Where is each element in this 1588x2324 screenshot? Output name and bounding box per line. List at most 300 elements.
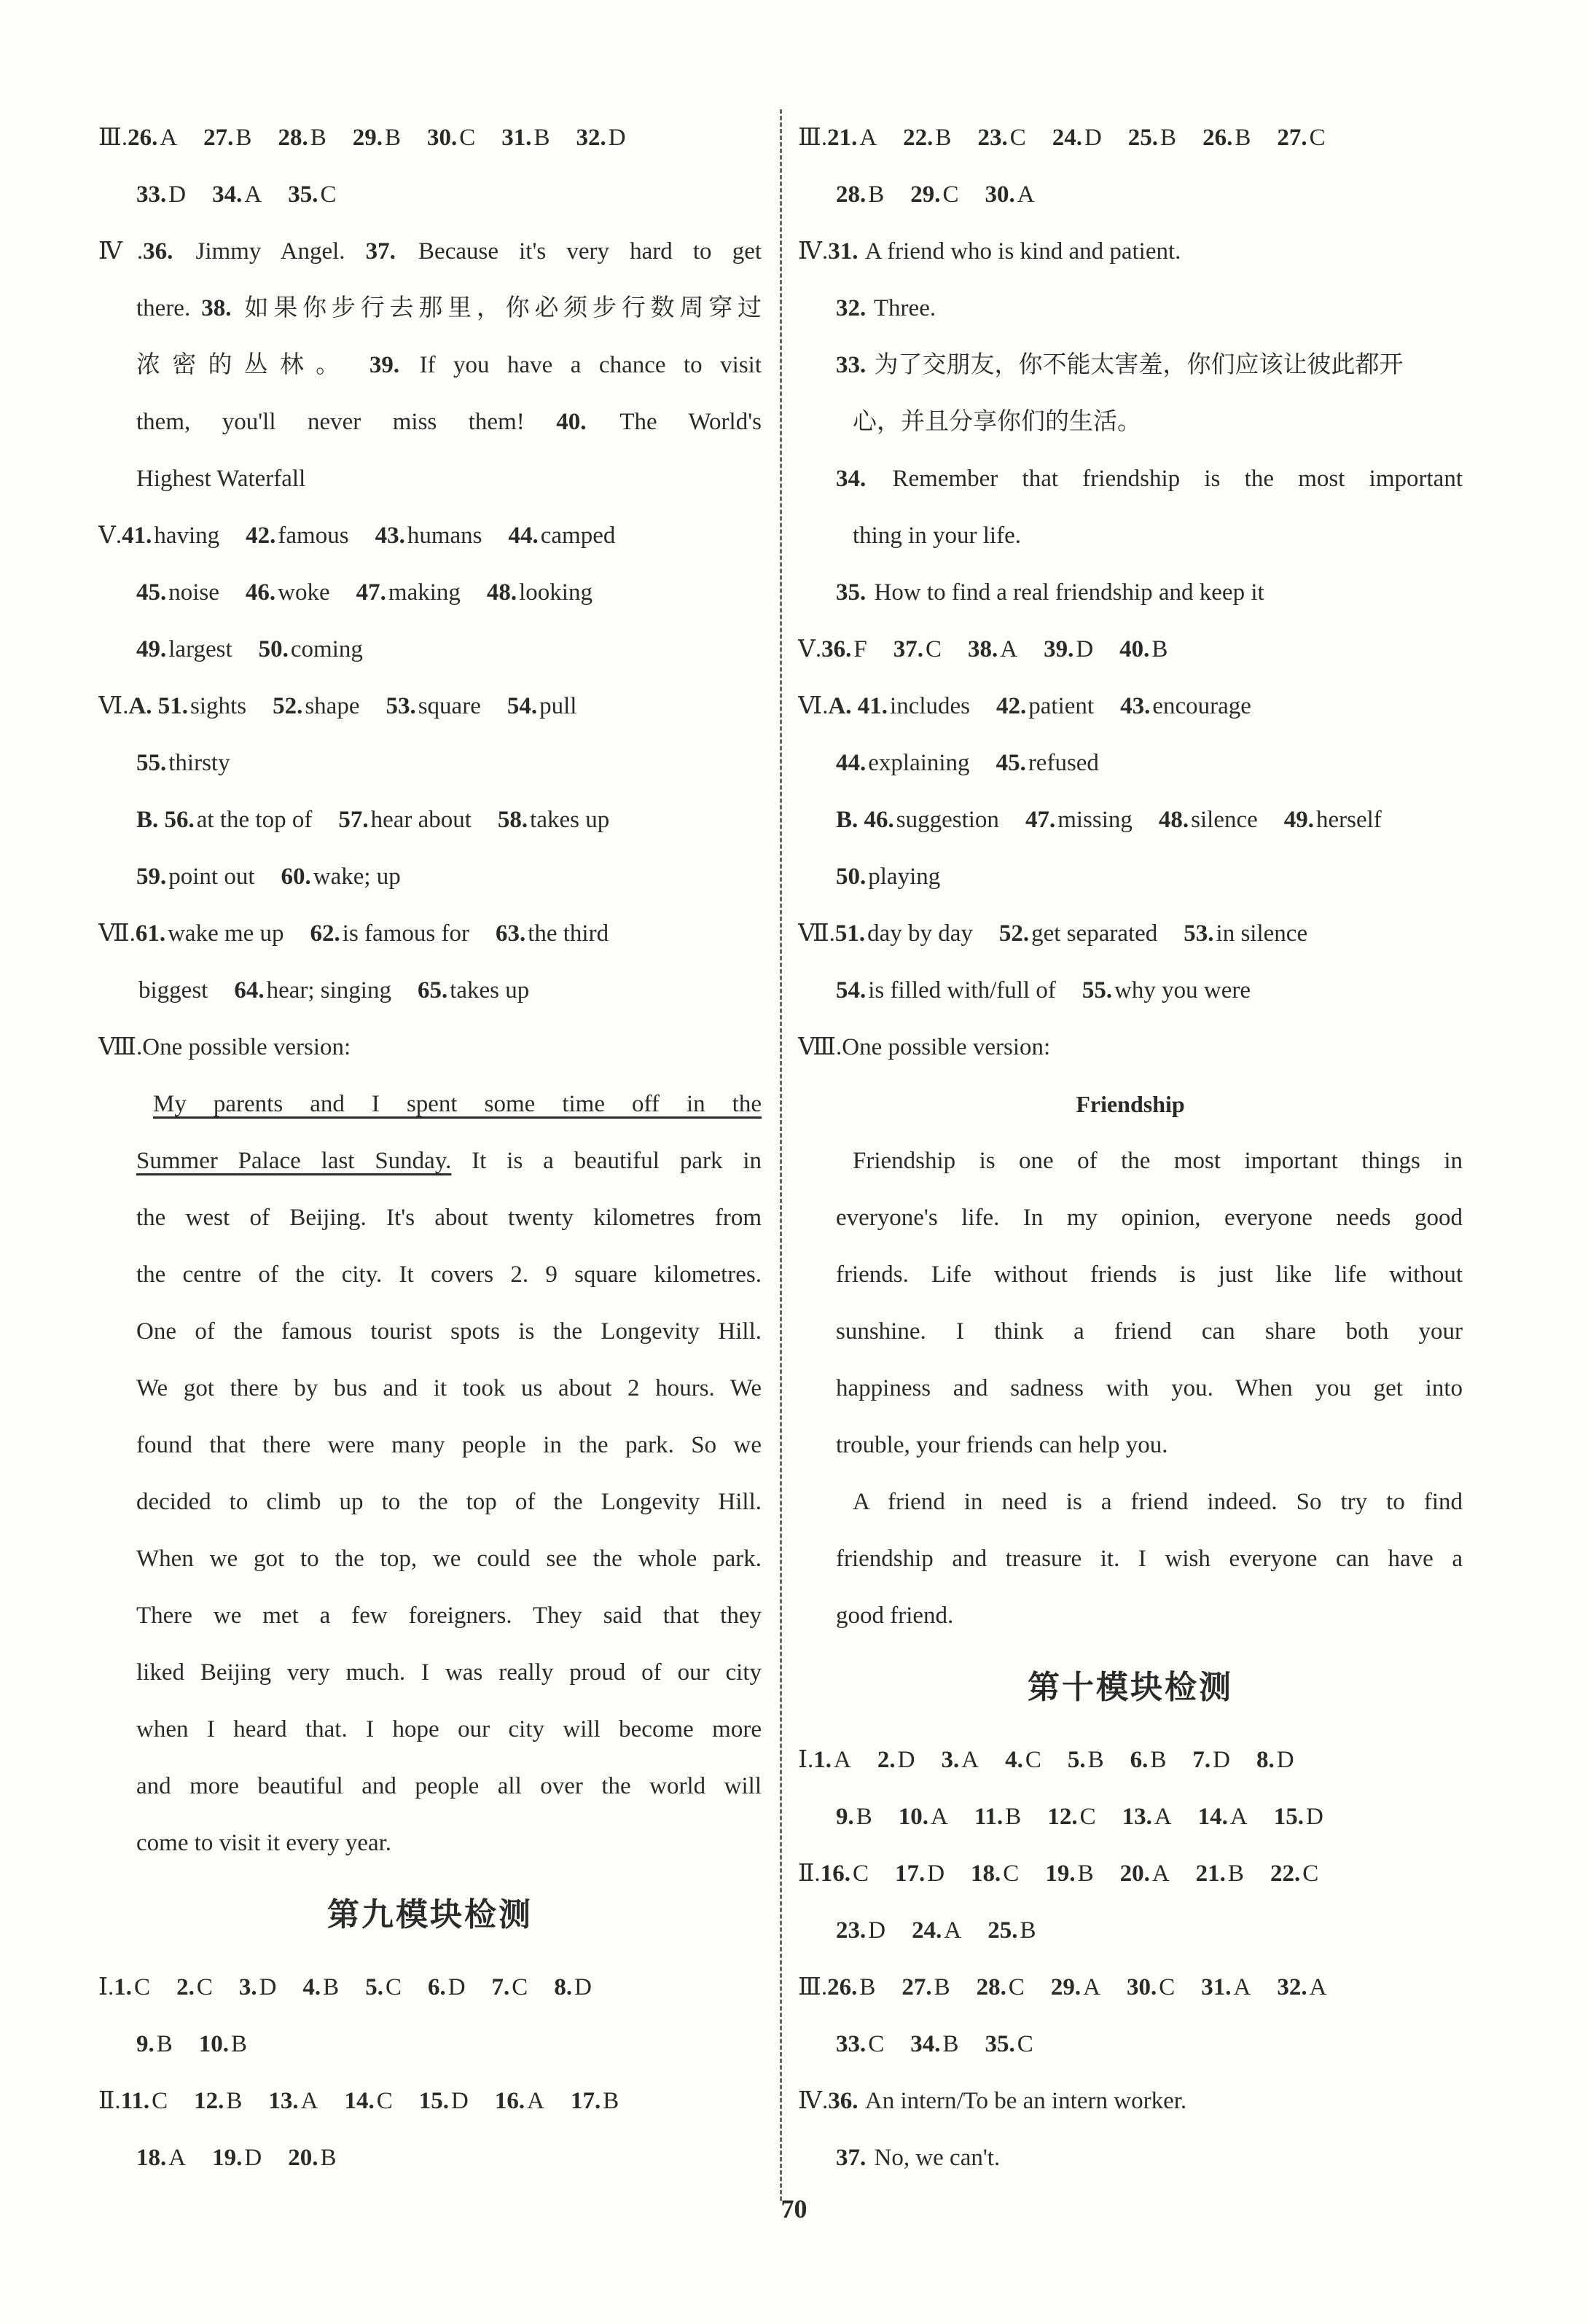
answer-line — [98, 394, 762, 450]
answer-line — [98, 791, 762, 848]
answer-item — [419, 2088, 469, 2114]
answer-text: D — [447, 1974, 466, 2000]
question-number: 10. — [198, 2031, 230, 2057]
answer-text: herself — [1316, 807, 1382, 833]
answer-text: We got there by bus and it took us about 2 hours. We — [136, 1375, 762, 1401]
answer-text: B — [603, 2088, 619, 2114]
answer-text: A — [834, 1747, 851, 1773]
answer-item — [821, 636, 867, 662]
answer-line — [798, 1417, 1463, 1474]
answer-item — [136, 977, 208, 1003]
answer-line — [798, 1959, 1463, 2016]
answer-text: A — [168, 2145, 187, 2171]
answer-text: C — [385, 1974, 402, 2000]
question-number: 54. — [506, 693, 538, 719]
answer-line — [98, 1076, 762, 1132]
answer-item — [977, 125, 1025, 151]
answer-text: 为了交朋友，你不能太害羞，你们应该让彼此都开 — [868, 352, 1404, 378]
answer-line — [798, 2016, 1463, 2073]
answer-item — [273, 693, 359, 719]
answer-item — [136, 636, 232, 662]
answer-text: D — [259, 1974, 277, 2000]
answer-line — [98, 678, 762, 735]
answer-line — [98, 166, 762, 223]
answer-text: famous — [278, 523, 349, 549]
answer-item — [576, 125, 626, 151]
question-number: 43. — [1120, 693, 1151, 719]
answer-text: D — [868, 1917, 886, 1944]
question-number: 49. — [136, 636, 167, 662]
answer-item — [996, 750, 1099, 776]
question-number: 31. — [501, 125, 532, 151]
answer-item — [836, 864, 940, 890]
answer-item — [495, 2088, 544, 2114]
question-number: 10. — [898, 1804, 929, 1830]
answer-item — [176, 1974, 213, 2000]
answer-line — [98, 1644, 762, 1701]
question-number: 21. — [1195, 1861, 1226, 1887]
answer-text: B — [226, 2088, 243, 2114]
question-number: 19. — [212, 2145, 243, 2171]
answer-item — [1052, 125, 1102, 151]
answer-text: A — [1000, 636, 1018, 662]
question-number: 29. — [910, 181, 941, 208]
answer-item — [971, 1861, 1019, 1887]
column-divider — [780, 109, 782, 2201]
answer-line — [98, 2073, 762, 2129]
question-number: 52. — [998, 920, 1030, 947]
question-number: 43. — [375, 523, 405, 549]
section-title: 第九模块检测 — [327, 1896, 533, 1933]
answer-text: There we met a few foreigners. They said that they — [136, 1603, 762, 1629]
answer-item — [910, 2031, 958, 2057]
answer-item — [1277, 125, 1325, 151]
answer-item — [268, 2088, 318, 2114]
answer-text: C — [1309, 125, 1326, 151]
answer-item — [977, 1974, 1025, 2000]
answer-item — [1068, 1747, 1104, 1773]
answer-text: point out — [168, 864, 255, 890]
answer-text: A — [1229, 1804, 1248, 1830]
answer-item — [813, 1747, 851, 1773]
question-number: 52. — [273, 693, 303, 719]
answer-item — [136, 864, 255, 890]
answer-text: C — [134, 1974, 151, 2000]
answer-text: there. — [136, 295, 202, 321]
answer-line — [98, 962, 762, 1019]
answer-text: the third — [528, 920, 609, 947]
answer-item — [1198, 1804, 1248, 1830]
answer-item — [199, 2031, 247, 2057]
question-number: B. 46. — [836, 807, 894, 833]
answer-text: B — [942, 2031, 959, 2057]
question-number: 7. — [1192, 1747, 1211, 1773]
answer-item — [1270, 1861, 1318, 1887]
section-label: Ⅲ. — [798, 1974, 828, 2000]
answer-text: at the top of — [196, 807, 313, 833]
answer-item — [836, 807, 999, 833]
answer-line — [798, 223, 1463, 280]
answer-text: Because it's very hard to get — [397, 238, 762, 265]
answer-text: silence — [1191, 807, 1258, 833]
answer-text: When we got to the top, we could see the whole park. — [136, 1546, 762, 1572]
question-number: 4. — [1005, 1747, 1023, 1773]
answer-line — [798, 337, 1463, 394]
answer-text: C — [512, 1974, 528, 2000]
answer-text: C — [1025, 1747, 1041, 1773]
answer-line — [798, 2073, 1463, 2129]
question-number: 39. — [369, 352, 400, 378]
answer-text: square — [418, 693, 481, 719]
question-number: 12. — [194, 2088, 224, 2114]
answer-line — [798, 1189, 1463, 1246]
answer-item — [827, 125, 877, 151]
answer-text: B — [1151, 636, 1168, 662]
question-number: 13. — [268, 2088, 299, 2114]
answer-item — [895, 1861, 944, 1887]
answer-item — [507, 693, 577, 719]
answer-item — [1277, 1974, 1326, 2000]
answer-text: D — [168, 181, 187, 208]
answer-item — [836, 181, 884, 208]
answer-text: takes up — [530, 807, 610, 833]
answer-item — [375, 523, 482, 549]
question-number: 60. — [281, 864, 311, 890]
answer-item — [1045, 1861, 1093, 1887]
answer-text: No, we can't. — [868, 2145, 1001, 2171]
answer-line — [98, 337, 762, 394]
answer-item — [554, 1974, 592, 2000]
answer-item — [386, 693, 480, 719]
question-number: 29. — [352, 125, 383, 151]
answer-text: It is a beautiful park in — [451, 1148, 762, 1174]
question-number: A. 41. — [828, 693, 888, 719]
answer-item — [1159, 807, 1258, 833]
answer-text: A — [1151, 1861, 1170, 1887]
answer-line — [98, 1246, 762, 1303]
answer-item — [836, 1917, 885, 1944]
answer-text: takes up — [450, 977, 530, 1003]
answer-item — [1051, 1974, 1100, 2000]
answer-text: shape — [305, 693, 360, 719]
answer-item — [122, 523, 219, 549]
answer-item — [893, 636, 942, 662]
question-number: 42. — [246, 523, 276, 549]
question-number: 45. — [136, 579, 167, 606]
answer-item — [974, 1804, 1021, 1830]
answer-text: B — [320, 2145, 337, 2171]
answer-line — [798, 848, 1463, 905]
question-number: 53. — [386, 693, 416, 719]
question-number: 3. — [941, 1747, 960, 1773]
answer-line — [98, 280, 762, 337]
question-number: 30. — [1126, 1974, 1157, 2000]
question-number: 32. — [576, 125, 606, 151]
answer-text: liked Beijing very much. I was really proud of our city — [136, 1659, 762, 1686]
question-number: 37. — [365, 238, 396, 265]
answer-item — [487, 579, 592, 606]
question-number: 25. — [987, 1917, 1018, 1944]
question-number: 11. — [974, 1804, 1004, 1830]
answer-item — [203, 125, 251, 151]
question-number: 63. — [495, 920, 526, 947]
answer-line — [798, 678, 1463, 735]
question-number: 36. — [821, 636, 852, 662]
question-number: 2. — [176, 1974, 195, 2000]
answer-text: C — [1017, 2031, 1033, 2057]
answer-line — [798, 791, 1463, 848]
section-label: Ⅰ. — [798, 1747, 814, 1773]
question-number: 20. — [288, 2145, 318, 2171]
answer-line — [798, 564, 1463, 621]
answer-text: 浓密的丛林。 — [136, 352, 369, 378]
answer-line — [98, 1474, 762, 1530]
answer-text: D — [927, 1861, 945, 1887]
answer-text: B — [868, 181, 885, 208]
answer-text: A — [931, 1804, 948, 1830]
answer-line — [798, 166, 1463, 223]
question-number: 15. — [418, 2088, 450, 2114]
question-number: 32. — [836, 295, 867, 321]
answer-text: get separated — [1031, 920, 1158, 947]
answer-text: D — [1213, 1747, 1230, 1773]
answer-text: C — [1009, 125, 1026, 151]
answer-line — [798, 1845, 1463, 1902]
answer-text: is filled with/full of — [868, 977, 1056, 1003]
answer-text: C — [1079, 1804, 1096, 1830]
answer-item — [1274, 1804, 1323, 1830]
question-number: 17. — [570, 2088, 601, 2114]
question-number: 44. — [508, 523, 539, 549]
answer-line — [798, 507, 1463, 564]
answer-item — [278, 125, 326, 151]
answer-text: C — [459, 125, 476, 151]
question-number: 23. — [836, 1917, 867, 1944]
answer-item — [492, 1974, 528, 2000]
answer-line — [98, 109, 762, 166]
question-number: 61. — [135, 920, 166, 947]
answer-text: A — [1083, 1974, 1100, 2000]
answer-item — [571, 2088, 619, 2114]
question-number: B. 56. — [136, 807, 195, 833]
answer-item — [877, 1747, 915, 1773]
answer-item — [365, 1974, 402, 2000]
answer-text: A — [859, 125, 877, 151]
answer-item — [194, 2088, 242, 2114]
answer-text: happiness and sadness with you. When you get into — [836, 1375, 1463, 1401]
answer-line — [98, 450, 762, 507]
question-number: 9. — [136, 2031, 155, 2057]
answer-line — [798, 621, 1463, 678]
answer-item — [288, 181, 336, 208]
answer-item — [136, 807, 312, 833]
answer-item — [835, 920, 973, 947]
answer-text: C — [376, 2088, 393, 2114]
answer-text: An intern/To be an intern worker. — [860, 2088, 1187, 2114]
answer-text: C — [852, 1861, 869, 1887]
question-number: 24. — [1052, 125, 1082, 151]
answer-line — [798, 1902, 1463, 1959]
answer-text: 如果你步行去那里，你必须步行数周穿过 — [233, 295, 762, 321]
right-column — [798, 109, 1463, 2186]
answer-item — [1256, 1747, 1294, 1773]
section-label: Ⅷ. — [98, 1034, 143, 1060]
question-number: 8. — [554, 1974, 573, 2000]
answer-item — [941, 1747, 979, 1773]
question-number: 21. — [827, 125, 858, 151]
answer-text: B — [231, 2031, 248, 2057]
question-number: 3. — [238, 1974, 257, 2000]
answer-text: D — [451, 2088, 469, 2114]
answer-line — [798, 2129, 1463, 2186]
question-number: 50. — [836, 864, 867, 890]
question-number: 26. — [1202, 125, 1233, 151]
essay-title: Friendship — [1076, 1091, 1185, 1117]
answer-text: Friendship is one of the most important things in — [853, 1148, 1463, 1174]
question-number: 18. — [136, 2145, 167, 2171]
question-number: 54. — [836, 977, 867, 1003]
answer-text: why you were — [1114, 977, 1251, 1003]
answer-text: the centre of the city. It covers 2. 9 square kilometres. — [136, 1261, 762, 1288]
question-number: 35. — [985, 2031, 1015, 2057]
question-number: 7. — [491, 1974, 510, 2000]
answer-item — [114, 1974, 150, 2000]
answer-text: D — [574, 1974, 592, 2000]
question-number: 48. — [1158, 807, 1189, 833]
answer-text: A — [1309, 1974, 1327, 2000]
answer-text: How to find a real friendship and keep it — [868, 579, 1264, 606]
answer-line — [98, 1815, 762, 1871]
answer-text: noise — [168, 579, 219, 606]
question-number: 38. — [967, 636, 998, 662]
answer-line — [98, 2016, 762, 2073]
section-label: Ⅶ. — [98, 920, 136, 947]
answer-text: refused — [1028, 750, 1099, 776]
section-title: 第十模块检测 — [1028, 1669, 1233, 1706]
question-number: 14. — [1197, 1804, 1228, 1830]
answer-text: C — [942, 181, 959, 208]
answer-text: C — [152, 2088, 168, 2114]
answer-text: A friend who is kind and patient. — [860, 238, 1181, 265]
answer-item — [1025, 807, 1133, 833]
question-number: 25. — [1127, 125, 1159, 151]
answer-item — [1120, 693, 1251, 719]
question-number: 28. — [976, 1974, 1006, 2000]
answer-text: A — [1017, 181, 1035, 208]
answer-text: when I heard that. I hope our city will become more — [136, 1716, 762, 1742]
answer-item — [1120, 1861, 1170, 1887]
answer-line — [98, 223, 762, 280]
answer-text: Remember that friendship is the most important — [868, 466, 1463, 492]
answer-line — [798, 1360, 1463, 1417]
question-number: 37. — [836, 2145, 867, 2171]
answer-line — [98, 848, 762, 905]
answer-line — [98, 507, 762, 564]
answer-text: having — [154, 523, 220, 549]
answer-line — [98, 1189, 762, 1246]
answer-item — [827, 1974, 875, 2000]
question-number: 46. — [245, 579, 276, 606]
answer-item — [985, 181, 1035, 208]
answer-item — [136, 181, 186, 208]
answer-item — [338, 807, 472, 833]
answer-item — [901, 1974, 950, 2000]
answer-text: A — [300, 2088, 318, 2114]
question-number: 28. — [278, 125, 308, 151]
answer-line — [98, 1019, 762, 1076]
question-number: 33. — [136, 181, 167, 208]
section-label: Ⅴ. — [98, 523, 122, 549]
question-number: 38. — [201, 295, 232, 321]
answer-line — [798, 1788, 1463, 1845]
answer-item — [418, 977, 529, 1003]
question-number: 6. — [427, 1974, 446, 2000]
answer-text: suggestion — [896, 807, 999, 833]
answer-item — [498, 807, 609, 833]
answer-item — [496, 920, 609, 947]
answer-text: them, you'll never miss them! — [136, 409, 557, 435]
answer-item — [912, 1917, 961, 1944]
answer-line — [798, 450, 1463, 507]
answer-text: One of the famous tourist spots is the Longevity Hill. — [136, 1318, 762, 1345]
answer-item — [1119, 636, 1167, 662]
answer-text: B — [856, 1804, 872, 1830]
section-label: Ⅵ. — [98, 693, 129, 719]
question-number: 12. — [1047, 1804, 1078, 1830]
answer-text: C — [1302, 1861, 1319, 1887]
question-number: 28. — [836, 181, 867, 208]
answer-item — [1128, 125, 1176, 151]
section-label: Ⅴ. — [798, 636, 822, 662]
answer-item — [212, 181, 262, 208]
answer-line — [798, 962, 1463, 1019]
answer-item — [345, 2088, 393, 2114]
question-number: 42. — [996, 693, 1027, 719]
answer-text: woke — [278, 579, 330, 606]
answer-item — [899, 1804, 948, 1830]
section-label: Ⅲ. — [98, 125, 128, 151]
answer-item — [310, 920, 469, 947]
answer-item — [239, 1974, 277, 2000]
section-label: Ⅱ. — [798, 1861, 821, 1887]
question-number: 30. — [426, 125, 458, 151]
answer-item — [1005, 1747, 1041, 1773]
question-number: 34. — [910, 2031, 941, 2057]
answer-item — [136, 750, 230, 776]
section-label: Ⅳ. — [798, 238, 829, 265]
answer-item — [1130, 1747, 1167, 1773]
section-label: Ⅱ. — [98, 2088, 121, 2114]
question-number: 36. — [828, 2088, 858, 2114]
section-label: Ⅰ. — [98, 1974, 114, 2000]
answer-line — [98, 564, 762, 621]
answer-text: B — [1235, 125, 1251, 151]
answer-text: coming — [290, 636, 363, 662]
question-number: 6. — [1130, 1747, 1149, 1773]
question-number: 34. — [836, 466, 867, 492]
question-number: 65. — [417, 977, 448, 1003]
question-number: 23. — [977, 125, 1008, 151]
answer-text: D — [1076, 636, 1094, 662]
underlined-text: My parents and I spent some time off in the — [153, 1091, 762, 1117]
answer-item — [353, 125, 401, 151]
answer-line — [798, 1530, 1463, 1587]
question-number: 48. — [486, 579, 517, 606]
answer-text: B — [235, 125, 252, 151]
answer-item — [136, 579, 219, 606]
page-number: 70 — [781, 2194, 807, 2223]
answer-item — [288, 2145, 336, 2171]
